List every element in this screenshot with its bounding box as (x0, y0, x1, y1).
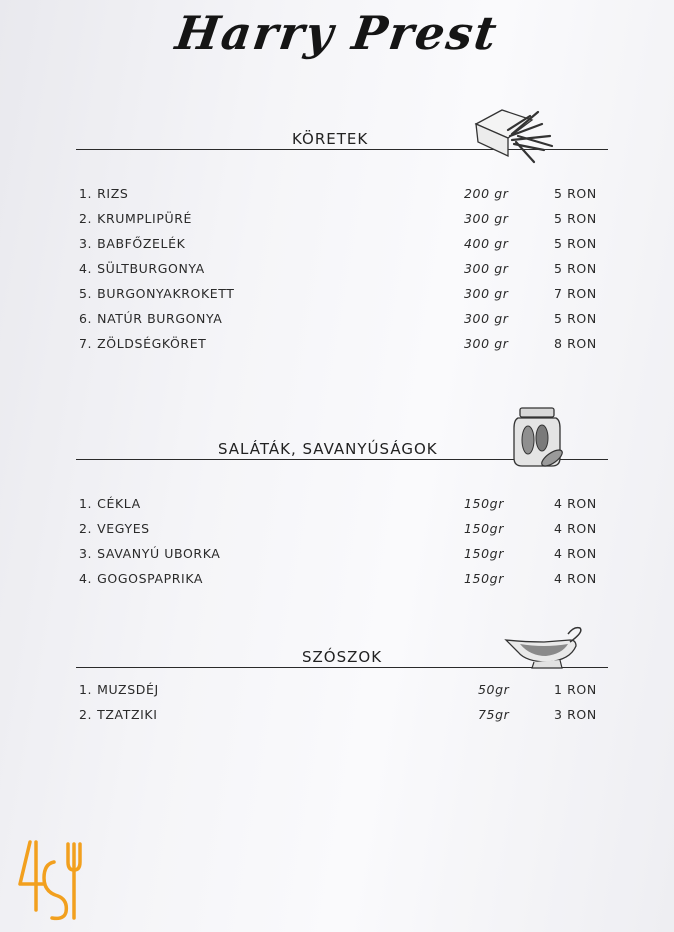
section-title: SZÓSZOK (302, 648, 383, 666)
item-name: ZÖLDSÉGKÖRET (97, 336, 207, 351)
item-price: 4 RON (554, 571, 597, 586)
menu-item (76, 678, 608, 703)
section-title: KÖRETEK (292, 130, 369, 148)
item-name: SAVANYÚ UBORKA (97, 546, 221, 561)
item-price: 5 RON (554, 186, 597, 201)
menu-item (76, 307, 608, 332)
item-number: 2. (79, 211, 93, 226)
item-weight: 150gr (464, 571, 504, 586)
item-weight: 75gr (478, 707, 510, 722)
item-weight: 50gr (478, 682, 510, 697)
gravy-boat-icon (504, 626, 586, 672)
item-number: 2. (79, 707, 93, 722)
item-name: BURGONYAKROKETT (97, 286, 235, 301)
item-name: TZATZIKI (97, 707, 158, 722)
section-title: SALÁTÁK, SAVANYÚSÁGOK (218, 440, 438, 458)
item-price: 8 RON (554, 336, 597, 351)
item-name: VEGYES (97, 521, 150, 536)
item-weight: 300 gr (464, 286, 509, 301)
item-name: RIZS (97, 186, 129, 201)
item-price: 4 RON (554, 546, 597, 561)
item-price: 5 RON (554, 211, 597, 226)
item-name: SÜLTBURGONYA (97, 261, 205, 276)
item-number: 4. (79, 261, 93, 276)
item-weight: 300 gr (464, 336, 509, 351)
item-weight: 300 gr (464, 261, 509, 276)
menu-item (76, 282, 608, 307)
item-weight: 150gr (464, 546, 504, 561)
section-header (76, 114, 608, 150)
menu-item (76, 567, 608, 592)
item-price: 7 RON (554, 286, 597, 301)
item-price: 3 RON (554, 707, 597, 722)
item-name: GOGOSPAPRIKA (97, 571, 204, 586)
item-weight: 300 gr (464, 211, 509, 226)
item-number: 3. (79, 546, 93, 561)
item-number: 6. (79, 311, 93, 326)
item-number: 4. (79, 571, 93, 586)
menu-list (76, 492, 608, 592)
section-koretek (76, 114, 608, 357)
menu-item (76, 232, 608, 257)
menu-item (76, 257, 608, 282)
item-weight: 300 gr (464, 311, 509, 326)
menu-list (76, 678, 608, 728)
menu-item (76, 703, 608, 728)
item-number: 1. (79, 186, 93, 201)
item-weight: 400 gr (464, 236, 509, 251)
restaurant-logo-icon (14, 838, 90, 922)
menu-item (76, 332, 608, 357)
item-weight: 200 gr (464, 186, 509, 201)
item-price: 4 RON (554, 521, 597, 536)
section-salatak (76, 424, 608, 592)
item-price: 4 RON (554, 496, 597, 511)
restaurant-title: Harry Prest (172, 6, 502, 60)
item-name: MUZSDÉJ (97, 682, 159, 697)
menu-item (76, 182, 608, 207)
item-number: 2. (79, 521, 93, 536)
menu-list (76, 182, 608, 357)
item-number: 5. (79, 286, 93, 301)
item-number: 3. (79, 236, 93, 251)
item-name: KRUMPLIPÜRÉ (97, 211, 193, 226)
menu-item (76, 542, 608, 567)
item-number: 7. (79, 336, 93, 351)
item-price: 5 RON (554, 261, 597, 276)
section-szoszok (76, 632, 608, 728)
french-fries-icon (472, 106, 556, 168)
section-header (76, 632, 608, 668)
item-price: 5 RON (554, 236, 597, 251)
item-name: BABFŐZELÉK (97, 236, 186, 251)
item-number: 1. (79, 496, 93, 511)
menu-item (76, 517, 608, 542)
item-price: 1 RON (554, 682, 597, 697)
item-name: CÉKLA (97, 496, 141, 511)
item-price: 5 RON (554, 311, 597, 326)
menu-item (76, 492, 608, 517)
item-number: 1. (79, 682, 93, 697)
section-header (76, 424, 608, 460)
menu-item (76, 207, 608, 232)
item-weight: 150gr (464, 521, 504, 536)
item-weight: 150gr (464, 496, 504, 511)
item-name: NATÚR BURGONYA (97, 311, 223, 326)
pickle-jar-icon (512, 406, 568, 470)
